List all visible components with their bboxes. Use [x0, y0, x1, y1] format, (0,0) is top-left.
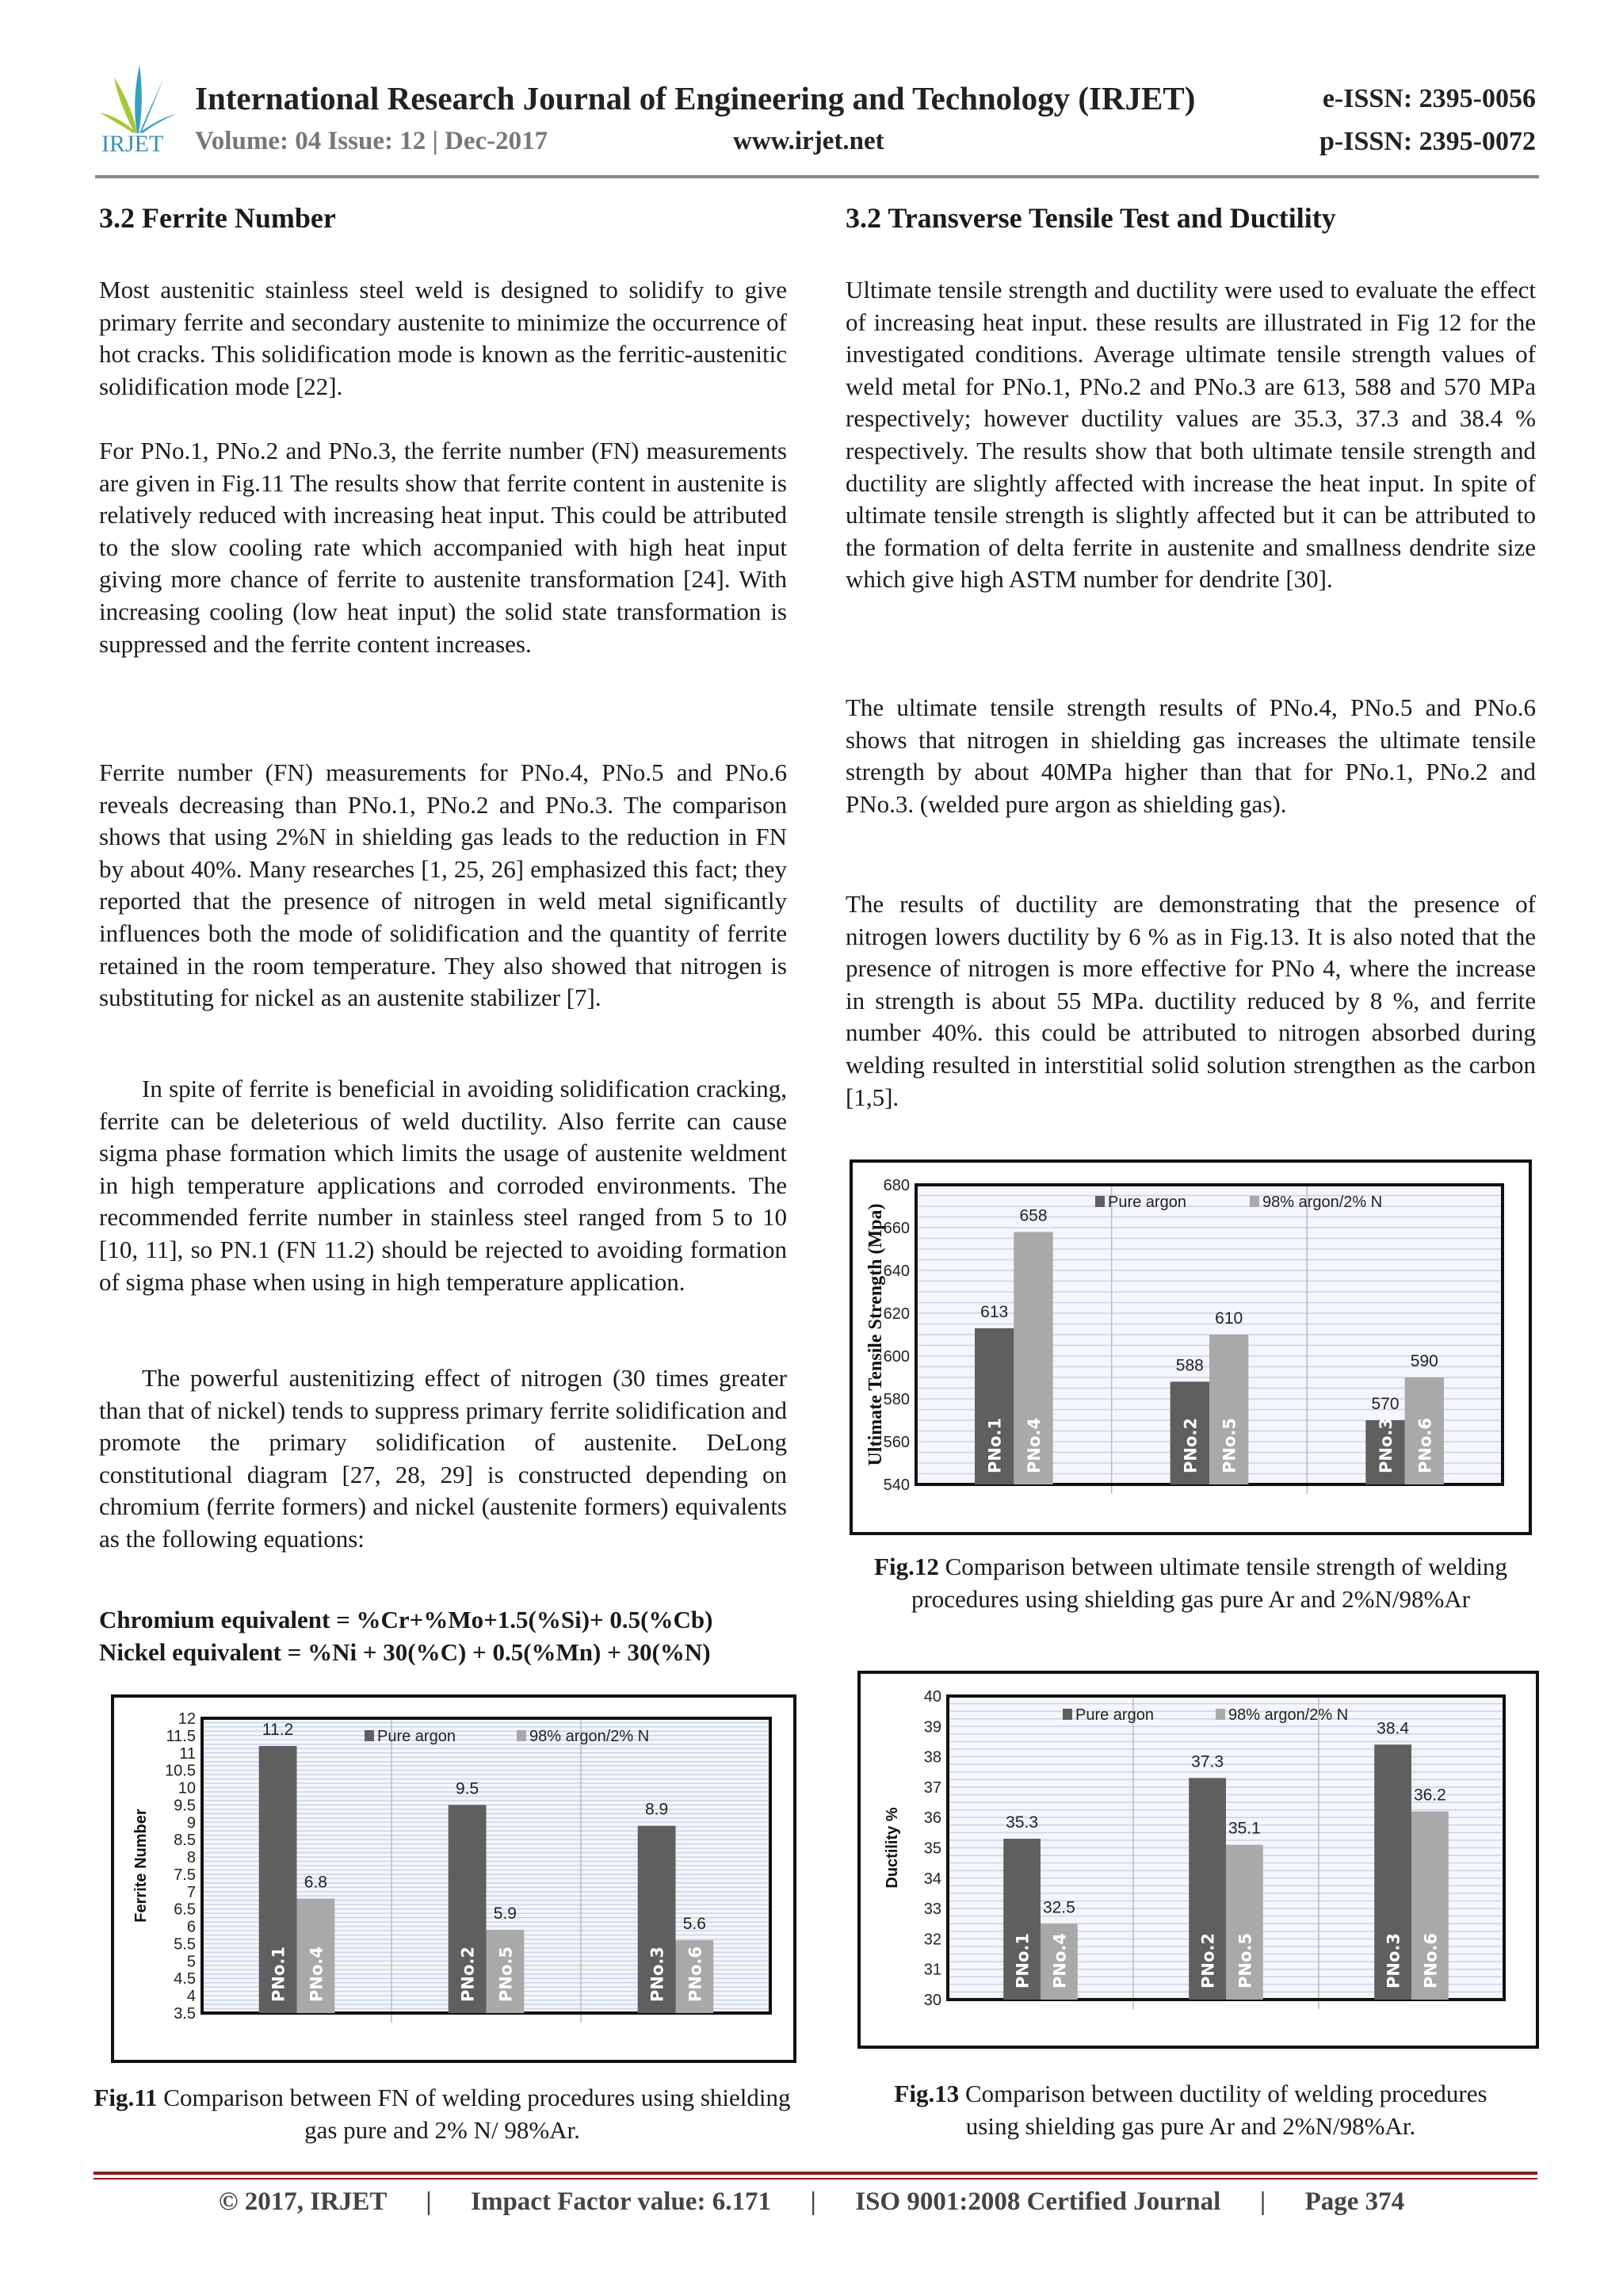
- y-tick-label: 10: [178, 1779, 196, 1797]
- legend-label: 98% argon/2% N: [529, 1728, 650, 1745]
- legend-label: Pure argon: [1075, 1706, 1154, 1724]
- bar-category-label: PNo.4: [307, 1946, 327, 2002]
- fig11-chart-svg: [114, 1698, 800, 2066]
- y-tick-label: 32: [923, 1931, 941, 1949]
- y-tick-label: 9: [186, 1814, 196, 1832]
- legend-label: 98% argon/2% N: [1262, 1194, 1383, 1211]
- data-label: 658: [1019, 1206, 1048, 1225]
- bar-category-label: PNo.2: [1198, 1933, 1218, 1988]
- section-heading-tensile: 3.2 Transverse Tensile Test and Ductility: [846, 202, 1336, 234]
- y-tick-label: 30: [923, 1992, 941, 2009]
- footer-page-number: Page 374: [1304, 2187, 1405, 2216]
- p-issn: p-ISSN: 2395-0072: [1319, 127, 1536, 156]
- y-tick-label: 5: [186, 1953, 196, 1971]
- website-link[interactable]: www.irjet.net: [733, 127, 884, 155]
- leaf-logo-icon: [94, 63, 181, 135]
- bar-category-label: PNo.6: [1415, 1418, 1435, 1473]
- y-tick-label: 660: [883, 1220, 910, 1237]
- y-tick-label: 620: [883, 1305, 910, 1323]
- e-issn: e-ISSN: 2395-0056: [1322, 84, 1536, 113]
- footer-separator: |: [810, 2187, 816, 2216]
- fig11-caption-text: Comparison between FN of welding procedures using shielding gas pure and 2% N/ 98%Ar.: [157, 2084, 791, 2144]
- section-heading-ferrite-number: 3.2 Ferrite Number: [99, 202, 336, 234]
- fig13-label: Fig.13: [894, 2080, 960, 2107]
- bar-category-label: PNo.1: [1013, 1933, 1033, 1988]
- journal-title: International Research Journal of Engineering and Technology (IRJET): [195, 80, 1196, 117]
- bar-category-label: PNo.6: [1421, 1933, 1441, 1988]
- y-tick-label: 560: [883, 1434, 910, 1451]
- footer-impact-factor: Impact Factor value: 6.171: [471, 2187, 771, 2216]
- footer: [0, 2187, 1623, 2217]
- bar-category-label: PNo.5: [1220, 1418, 1239, 1473]
- legend-label: Pure argon: [377, 1728, 456, 1745]
- data-label: 610: [1215, 1309, 1243, 1328]
- bar-category-label: PNo.2: [458, 1946, 478, 2002]
- paragraph: Ultimate tensile strength and ductility were used to evaluate the effect of increasing heat input. these results are illustrated in Fig 12 for the investigated conditions. Average ultimate tensile strength values of weld metal for PNo.1, PNo.2 and PNo.3 are 613, 588 and 570 MPa respectively; however ductility values are 35.3, 37.3 and 38.4 % respectively. The results show that both ultimate tensile strength and ductility are slightly affected with increase the heat input. In spite of ultimate tensile strength is slightly affected but it can be attributed to the formation of delta ferrite in austenite and smallness dendrite size which give high ASTM number for dendrite [30].: [846, 276, 1536, 594]
- legend-swatch: [1250, 1196, 1259, 1207]
- data-label: 11.2: [262, 1721, 294, 1740]
- data-label: 590: [1410, 1352, 1438, 1370]
- y-tick-label: 4: [186, 1988, 196, 2006]
- y-tick-label: 540: [883, 1477, 910, 1494]
- legend-swatch: [365, 1730, 374, 1741]
- fig13-caption-text: Comparison between ductility of welding procedures using shielding gas pure Ar and 2%N/98%Ar.: [959, 2080, 1487, 2140]
- y-tick-label: 10.5: [165, 1762, 196, 1780]
- y-tick-label: 600: [883, 1348, 910, 1366]
- bar-category-label: PNo.1: [269, 1946, 288, 2002]
- y-tick-label: 33: [923, 1901, 941, 1919]
- fig11-ferrite-chart: [111, 1694, 796, 2063]
- logo-text: IRJET: [101, 131, 164, 157]
- y-axis-label: Ferrite Number: [132, 1809, 150, 1923]
- bar-category-label: PNo.4: [1025, 1418, 1044, 1473]
- bar-category-label: PNo.5: [1235, 1933, 1255, 1988]
- y-tick-label: 36: [923, 1809, 941, 1828]
- bar-category-label: PNo.4: [1050, 1933, 1070, 1988]
- y-tick-label: 11: [179, 1744, 196, 1763]
- y-tick-label: 580: [883, 1391, 910, 1408]
- y-tick-label: 8: [186, 1849, 196, 1867]
- data-label: 5.9: [493, 1904, 517, 1923]
- fig12-label: Fig.12: [874, 1553, 939, 1580]
- data-label: 36.2: [1413, 1786, 1446, 1805]
- paragraph: Most austenitic stainless steel weld is designed to solidify to give primary ferrite and secondary austenite to minimize the occurrence of hot cracks. This solidification mode is known as the ferritic-austenitic solidification mode [22].: [99, 276, 787, 400]
- fig12-tensile-chart: [850, 1159, 1532, 1535]
- paragraph: The results of ductility are demonstrating that the presence of nitrogen lowers ductility by 6 % as in Fig.13. It is also noted that the presence of nitrogen is more effective for PNo 4, where the increase in strength is about 55 MPa. ductility reduced by 8 %, and ferrite number 40%. this could be attributed to nitrogen absorbed during welding resulted in interstitial solid solution strengthen as the carbon [1,5].: [846, 890, 1536, 1111]
- y-tick-label: 38: [923, 1748, 941, 1767]
- data-label: 38.4: [1377, 1719, 1410, 1738]
- data-label: 35.3: [1006, 1813, 1039, 1832]
- fig13-caption: [846, 2078, 1536, 2142]
- y-tick-label: 6: [186, 1918, 196, 1936]
- y-tick-label: 7: [186, 1883, 196, 1901]
- y-tick-label: 39: [923, 1718, 941, 1736]
- fig11-caption: [94, 2082, 791, 2146]
- paragraph: The powerful austenitizing effect of nitrogen (30 times greater than that of nickel) tends to suppress primary ferrite solidification and promote the primary solidification of austenite. DeLong constitutional diagram [27, 28, 29] is constructed depending on chromium (ferrite formers) and nickel (austenite formers) equivalents as the following equations:: [99, 1364, 787, 1553]
- footer-rule: [94, 2172, 1537, 2175]
- footer-copyright: © 2017, IRJET: [218, 2187, 387, 2216]
- footer-separator: |: [1259, 2187, 1266, 2216]
- header-divider: [95, 175, 1539, 178]
- y-tick-label: 40: [923, 1688, 941, 1706]
- fig13-chart-svg: [861, 1674, 1542, 2052]
- y-tick-label: 9.5: [174, 1797, 196, 1815]
- data-label: 570: [1371, 1395, 1400, 1413]
- y-tick-label: 3.5: [174, 2005, 196, 2023]
- y-tick-label: 7.5: [174, 1866, 196, 1884]
- data-label: 32.5: [1042, 1898, 1075, 1917]
- bar-category-label: PNo.2: [1181, 1418, 1201, 1473]
- paragraph: In spite of ferrite is beneficial in avoiding solidification cracking, ferrite can be deleterious of weld ductility. Also ferrite can cause sigma phase formation which limits the usage of austenite weldment in high temperature applications and corroded environments. The recommended ferrite number in stainless steel ranged from 5 to 10 [10, 11], so PN.1 (FN 11.2) should be rejected to avoiding formation of sigma phase when using in high temperature application.: [99, 1075, 787, 1296]
- bar-category-label: PNo.1: [985, 1418, 1005, 1473]
- data-label: 5.6: [682, 1915, 707, 1934]
- data-label: 37.3: [1191, 1752, 1224, 1771]
- legend-swatch: [1216, 1709, 1225, 1720]
- bar-category-label: PNo.6: [685, 1946, 705, 2002]
- legend-swatch: [1063, 1709, 1072, 1720]
- footer-iso: ISO 9001:2008 Certified Journal: [855, 2187, 1221, 2216]
- nickel-equation: Nickel equivalent = %Ni + 30(%C) + 0.5(%Mn) + 30(%N): [99, 1638, 711, 1666]
- fig12-caption-text: Comparison between ultimate tensile strength of welding procedures using shielding gas pure Ar and 2%N/98%Ar: [911, 1553, 1507, 1613]
- volume-issue: Volume: 04 Issue: 12 | Dec-2017: [195, 127, 548, 155]
- data-label: 9.5: [455, 1779, 479, 1798]
- fig11-label: Fig.11: [94, 2084, 158, 2111]
- y-tick-label: 6.5: [174, 1901, 196, 1919]
- paragraph: For PNo.1, PNo.2 and PNo.3, the ferrite number (FN) measurements are given in Fig.11 The results show that ferrite content in austenite is relatively reduced with increasing heat input. This could be attributed to the slow cooling rate which accompanied with high heat input giving more chance of ferrite to austenite transformation [24]. With increasing cooling (low heat input) the solid state transformation is suppressed and the ferrite content increases.: [99, 437, 787, 658]
- y-tick-label: 34: [923, 1870, 941, 1888]
- y-tick-label: 37: [923, 1778, 941, 1797]
- data-label: 613: [980, 1302, 1009, 1321]
- y-tick-label: 5.5: [174, 1935, 196, 1954]
- y-tick-label: 11.5: [166, 1727, 196, 1745]
- paragraph: The ultimate tensile strength results of PNo.4, PNo.5 and PNo.6 shows that nitrogen in shielding gas increases the ultimate tensile strength by about 40MPa higher than that for PNo.1, PNo.2 and PNo.3. (welded pure argon as shielding gas).: [846, 693, 1536, 818]
- y-tick-label: 640: [883, 1263, 910, 1280]
- bar-category-label: PNo.3: [647, 1946, 667, 2002]
- y-axis-label: Ductility %: [884, 1807, 901, 1889]
- data-label: 6.8: [304, 1873, 328, 1892]
- data-label: 35.1: [1228, 1819, 1261, 1838]
- y-tick-label: 4.5: [174, 1970, 196, 1988]
- y-axis-label: Ultimate Tensile Strength (Mpa): [865, 1203, 886, 1466]
- legend-label: 98% argon/2% N: [1228, 1706, 1349, 1724]
- y-tick-label: 8.5: [174, 1832, 196, 1850]
- legend-swatch: [1095, 1196, 1105, 1207]
- fig13-ductility-chart: [857, 1671, 1539, 2049]
- y-tick-label: 31: [923, 1961, 941, 1979]
- data-label: 588: [1175, 1356, 1204, 1375]
- footer-separator: |: [426, 2187, 432, 2216]
- bar-category-label: PNo.5: [496, 1946, 516, 2002]
- bar-category-label: PNo.3: [1377, 1418, 1396, 1473]
- y-tick-label: 35: [923, 1839, 941, 1858]
- bar-category-label: PNo.3: [1384, 1933, 1403, 1988]
- data-label: 8.9: [644, 1800, 669, 1819]
- y-tick-label: 680: [883, 1177, 910, 1194]
- footer-rule: [94, 2178, 1537, 2179]
- y-tick-label: 12: [178, 1710, 196, 1728]
- fig12-caption: [846, 1551, 1536, 1615]
- chromium-equation: Chromium equivalent = %Cr+%Mo+1.5(%Si)+ 0.5(%Cb): [99, 1606, 713, 1633]
- legend-swatch: [517, 1730, 526, 1741]
- fig12-chart-svg: [853, 1163, 1535, 1538]
- paragraph: Ferrite number (FN) measurements for PNo.4, PNo.5 and PNo.6 reveals decreasing than PNo.1, PNo.2 and PNo.3. The comparison shows that using 2%N in shielding gas leads to the reduction in FN by about 40%. Many researches [1, 25, 26] emphasized this fact; they reported that the presence of nitrogen in weld metal significantly influences both the mode of solidification and the quantity of ferrite retained in the room temperature. They also showed that nitrogen is substituting for nickel as an austenite stabilizer [7].: [99, 758, 787, 1012]
- legend-label: Pure argon: [1108, 1194, 1186, 1211]
